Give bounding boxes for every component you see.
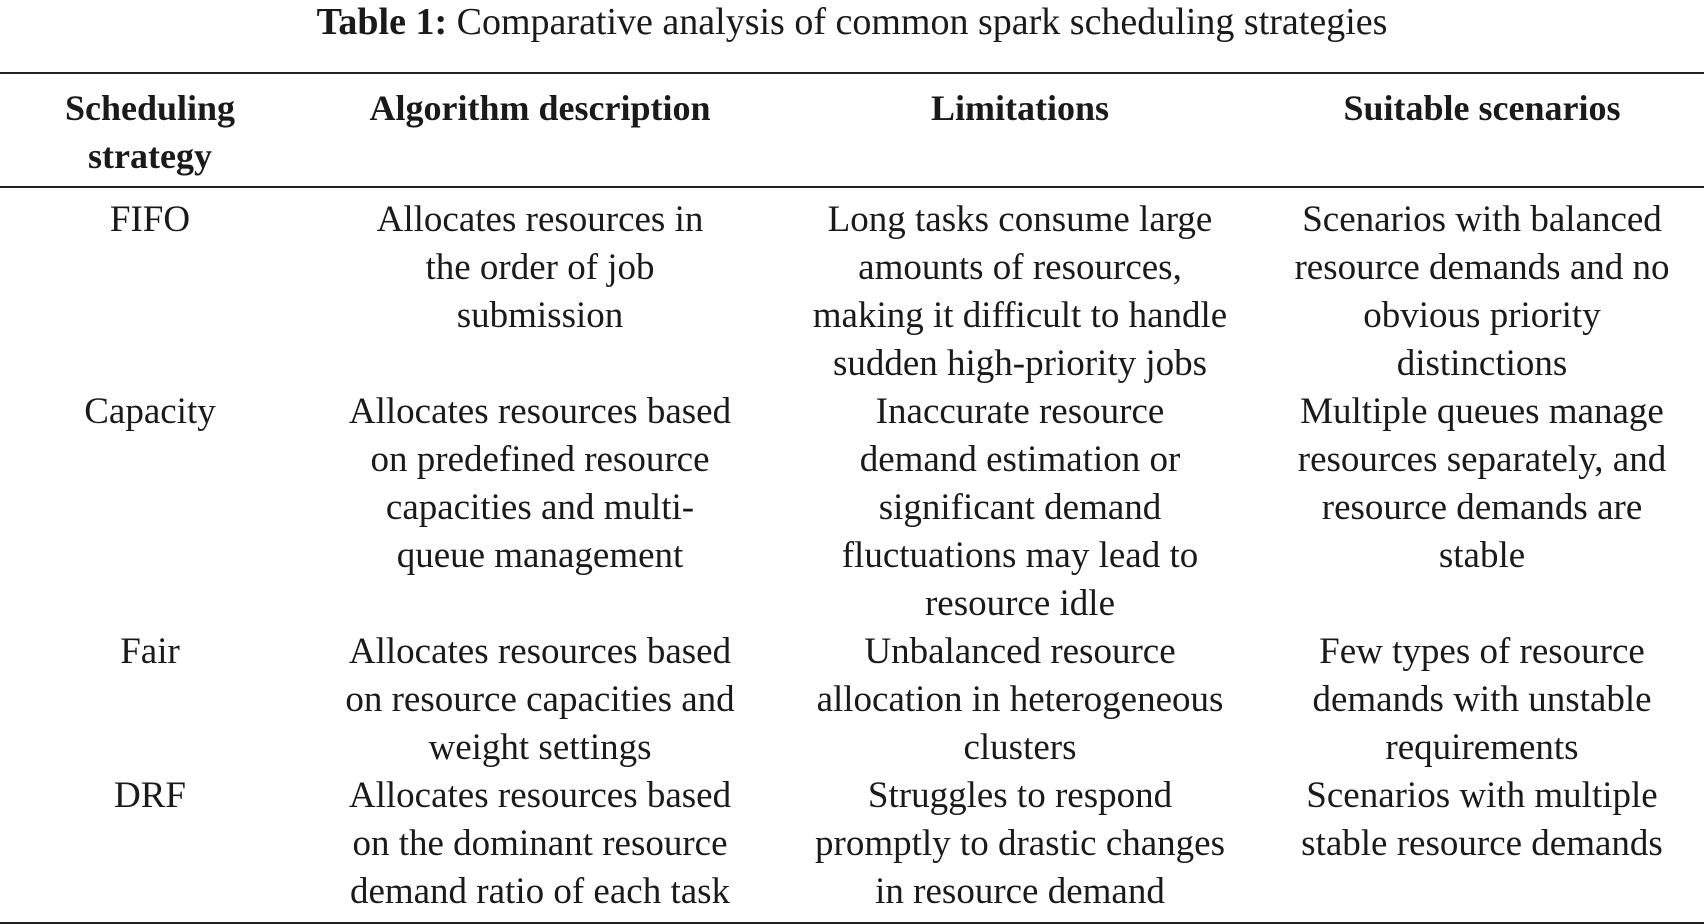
cell-description: Allocates resources in the order of job submission [376, 199, 704, 336]
cell-strategy: FIFO [109, 199, 191, 240]
table-row [0, 187, 1704, 388]
cell-limitations: Long tasks consume large amounts of resources, making it difficult to handle sudden high-priority jobs [812, 199, 1228, 384]
cell-description: Allocates resources based on resource capacities and weight settings [345, 631, 735, 768]
cell-scenarios: Scenarios with balanced resource demands and no obvious priority distinctions [1294, 199, 1670, 384]
table-caption [0, 0, 1704, 44]
table-row [0, 628, 1704, 772]
cell-scenarios: Multiple queues manage resources separately, and resource demands are stable [1297, 391, 1667, 576]
cell-scenarios: Scenarios with multiple stable resource demands [1301, 775, 1663, 864]
cell-limitations: Inaccurate resource demand estimation or significant demand fluctuations may lead to resource idle [841, 391, 1199, 624]
table-row [0, 388, 1704, 628]
cell-strategy: Fair [120, 631, 180, 672]
comparison-table-container [0, 72, 1704, 924]
table-row [0, 772, 1704, 923]
cell-scenarios: Few types of resource demands with unstable requirements [1312, 631, 1652, 768]
comparison-table [0, 72, 1704, 924]
header-scheduling-strategy: Scheduling strategy [64, 88, 236, 176]
cell-description: Allocates resources based on the dominant resource demand ratio of each task [348, 775, 732, 912]
header-algorithm-description: Algorithm description [369, 88, 711, 128]
cell-description: Allocates resources based on predefined resource capacities and multi-queue management [348, 391, 732, 576]
caption-label: Table 1: [316, 1, 448, 43]
table-header-row [0, 73, 1704, 187]
cell-strategy: DRF [114, 775, 186, 816]
cell-limitations: Struggles to respond promptly to drastic changes in resource demand [815, 775, 1225, 912]
header-limitations: Limitations [930, 88, 1109, 128]
cell-limitations: Unbalanced resource allocation in heterogeneous clusters [816, 631, 1224, 768]
caption-text: Comparative analysis of common spark scheduling strategies [447, 1, 1388, 43]
cell-strategy: Capacity [84, 391, 216, 432]
header-suitable-scenarios: Suitable scenarios [1343, 88, 1621, 128]
